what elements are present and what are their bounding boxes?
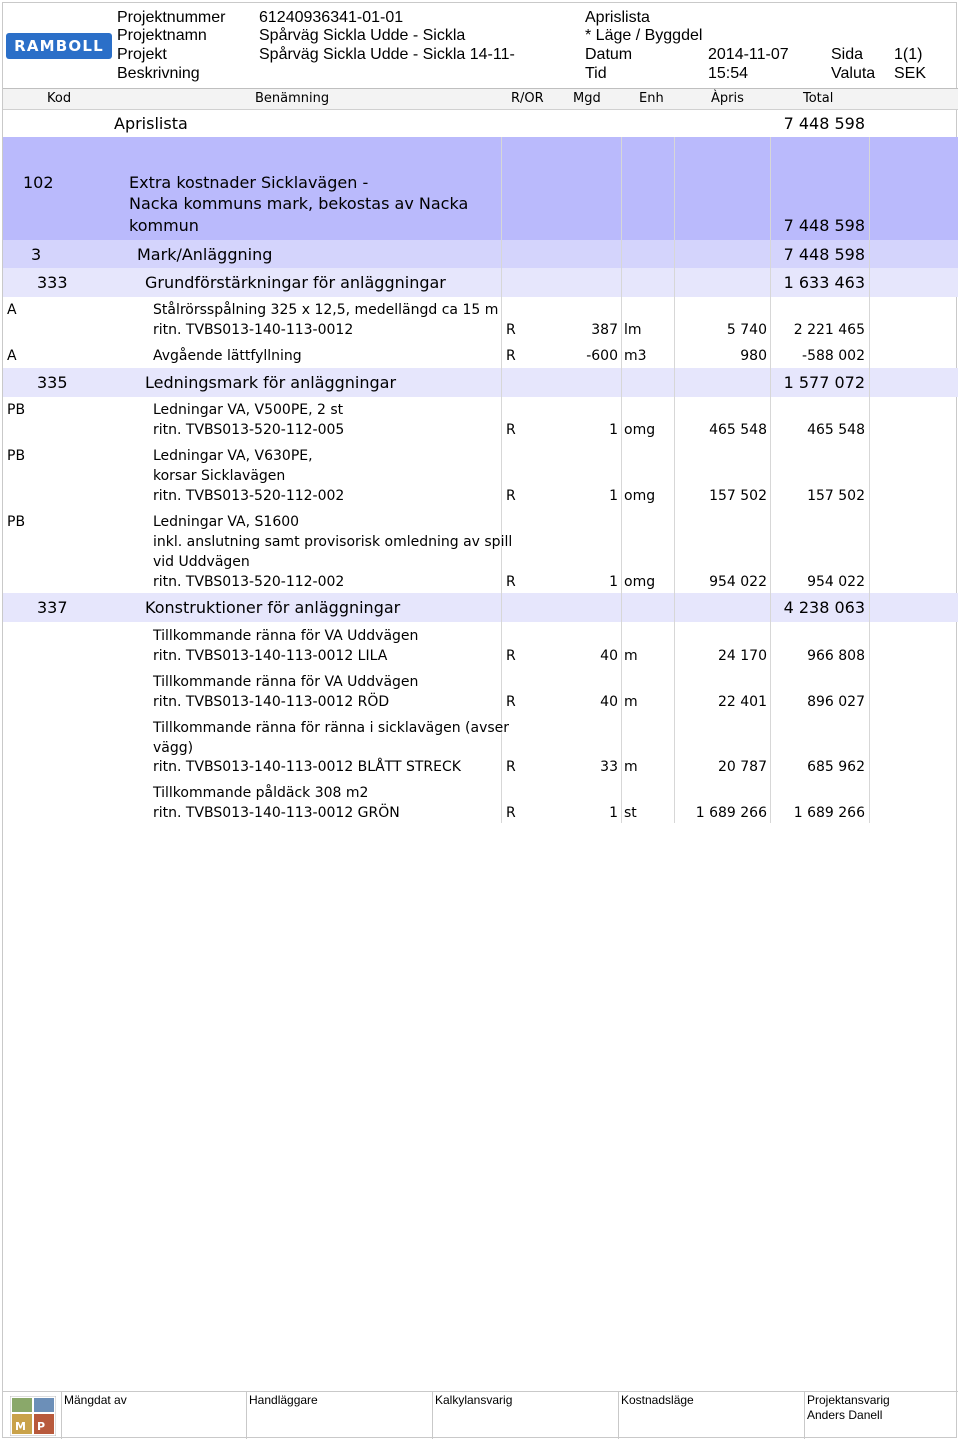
item-apris: 1 689 266 bbox=[695, 805, 767, 821]
group-3-code: 3 bbox=[31, 245, 42, 264]
label-beskrivning: Beskrivning bbox=[117, 65, 200, 82]
item-ror: R bbox=[506, 805, 516, 821]
summary-label: Aprislista bbox=[114, 114, 188, 133]
item-mgd: 387 bbox=[591, 322, 618, 338]
col-total: Total bbox=[803, 91, 834, 106]
footer-kostnadslage: Kostnadsläge bbox=[621, 1393, 694, 1407]
item-mgd: 33 bbox=[600, 759, 618, 775]
group-102-title-line1: Extra kostnader Sicklavägen - bbox=[129, 173, 369, 192]
item-desc-line: Ledningar VA, V500PE, 2 st bbox=[153, 402, 344, 418]
group-337-code: 337 bbox=[37, 598, 68, 617]
item-apris: 980 bbox=[740, 348, 767, 364]
col-benamning: Benämning bbox=[255, 91, 330, 106]
item-mgd: -600 bbox=[586, 348, 618, 364]
footer-mangdat-av: Mängdat av bbox=[64, 1393, 127, 1407]
item-total: 465 548 bbox=[807, 422, 865, 438]
value-projektnummer: 61240936341-01-01 bbox=[259, 9, 404, 26]
col-guide-apris bbox=[674, 137, 675, 823]
item-desc-line: Tillkommande ränna för ränna i sicklavägen (avser bbox=[153, 720, 510, 736]
label-projektnamn: Projektnamn bbox=[117, 27, 207, 44]
item-mgd: 1 bbox=[609, 488, 618, 504]
item-enh: m bbox=[624, 759, 638, 775]
item-kod: A bbox=[7, 302, 17, 318]
item-apris: 5 740 bbox=[726, 322, 767, 338]
item-desc-line: ritn. TVBS013-520-112-005 bbox=[153, 422, 345, 438]
footer-projektansvarig-name: Anders Danell bbox=[807, 1408, 883, 1422]
item-mgd: 40 bbox=[600, 694, 618, 710]
item-apris: 24 170 bbox=[718, 648, 767, 664]
report-page bbox=[2, 2, 957, 1438]
group-102-title-line2: Nacka kommuns mark, bekostas av Nacka bbox=[129, 194, 469, 213]
col-mgd: Mgd bbox=[573, 91, 601, 106]
col-enh: Enh bbox=[639, 91, 664, 106]
group-333-title: Grundförstärkningar för anläggningar bbox=[145, 273, 446, 292]
item-desc-line: Tillkommande ränna för VA Uddvägen bbox=[153, 674, 419, 690]
value-sida: 1(1) bbox=[894, 46, 923, 63]
group-3-total: 7 448 598 bbox=[783, 245, 865, 264]
item-ror: R bbox=[506, 422, 516, 438]
item-total: 2 221 465 bbox=[793, 322, 865, 338]
value-lage: * Läge / Byggdel bbox=[585, 27, 703, 44]
label-tid: Tid bbox=[585, 65, 607, 82]
item-total: 896 027 bbox=[807, 694, 865, 710]
group-102-code: 102 bbox=[23, 173, 54, 192]
label-sida: Sida bbox=[831, 46, 864, 63]
logo-text: RAMBOLL bbox=[14, 37, 104, 55]
item-ror: R bbox=[506, 694, 516, 710]
column-header-row bbox=[3, 89, 958, 109]
group-333-total: 1 633 463 bbox=[783, 273, 865, 292]
label-projektnummer: Projektnummer bbox=[117, 9, 226, 26]
item-enh: omg bbox=[624, 422, 656, 438]
item-mgd: 40 bbox=[600, 648, 618, 664]
item-apris: 157 502 bbox=[709, 488, 767, 504]
item-mgd: 1 bbox=[609, 574, 618, 590]
item-mgd: 1 bbox=[609, 805, 618, 821]
footer-sep-3 bbox=[432, 1392, 433, 1439]
footer-handlaggare: Handläggare bbox=[249, 1393, 318, 1407]
item-total: 685 962 bbox=[807, 759, 865, 775]
item-desc-line: ritn. TVBS013-140-113-0012 LILA bbox=[153, 648, 388, 664]
item-apris: 465 548 bbox=[709, 422, 767, 438]
item-ror: R bbox=[506, 759, 516, 775]
item-enh: lm bbox=[624, 322, 642, 338]
group-335-title: Ledningsmark för anläggningar bbox=[145, 373, 397, 392]
item-apris: 954 022 bbox=[709, 574, 767, 590]
value-valuta: SEK bbox=[894, 65, 927, 82]
footer-kalkylansvarig: Kalkylansvarig bbox=[435, 1393, 513, 1407]
item-desc-line: Ledningar VA, V630PE, bbox=[153, 448, 313, 464]
summary-total: 7 448 598 bbox=[783, 114, 865, 133]
item-ror: R bbox=[506, 574, 516, 590]
value-tid: 15:54 bbox=[708, 65, 749, 82]
item-enh: omg bbox=[624, 488, 656, 504]
item-desc-line: Stålrörsspålning 325 x 12,5, medellängd ca 15 m bbox=[153, 302, 499, 318]
group-335-total: 1 577 072 bbox=[783, 373, 865, 392]
item-total: -588 002 bbox=[802, 348, 865, 364]
label-datum: Datum bbox=[585, 46, 633, 63]
ramboll-logo bbox=[6, 33, 112, 59]
svg-text:P: P bbox=[37, 1420, 46, 1433]
item-desc-line: inkl. anslutning samt provisorisk omledning av spill bbox=[153, 534, 513, 550]
item-desc-line: ritn. TVBS013-140-113-0012 bbox=[153, 322, 354, 338]
svg-text:M: M bbox=[15, 1420, 26, 1433]
item-enh: m3 bbox=[624, 348, 647, 364]
footer-divider bbox=[3, 1391, 958, 1392]
footer-sep-1 bbox=[61, 1392, 62, 1439]
label-aprislista: Aprislista bbox=[585, 9, 650, 26]
group-102-title-line3: kommun bbox=[129, 216, 199, 235]
item-desc-line: vid Uddvägen bbox=[153, 554, 250, 570]
item-desc-line: korsar Sicklavägen bbox=[153, 468, 286, 484]
map-logo-icon bbox=[10, 1396, 56, 1436]
label-valuta: Valuta bbox=[831, 65, 876, 82]
item-enh: st bbox=[624, 805, 637, 821]
col-guide-enh bbox=[621, 137, 622, 823]
item-ror: R bbox=[506, 322, 516, 338]
col-guide-end bbox=[869, 137, 870, 823]
item-desc-line: ritn. TVBS013-140-113-0012 RÖD bbox=[153, 694, 390, 710]
item-desc-line: Tillkommande påldäck 308 m2 bbox=[153, 785, 369, 801]
item-desc-line: ritn. TVBS013-140-113-0012 GRÖN bbox=[153, 805, 400, 821]
group-335-code: 335 bbox=[37, 373, 68, 392]
group-102-total: 7 448 598 bbox=[783, 216, 865, 235]
value-projektnamn: Spårväg Sickla Udde - Sickla bbox=[259, 27, 466, 44]
item-total: 966 808 bbox=[807, 648, 865, 664]
item-desc-line: ritn. TVBS013-520-112-002 bbox=[153, 574, 345, 590]
group-3-title: Mark/Anläggning bbox=[137, 245, 273, 264]
item-apris: 22 401 bbox=[718, 694, 767, 710]
item-total: 1 689 266 bbox=[793, 805, 865, 821]
item-total: 157 502 bbox=[807, 488, 865, 504]
col-apris: Àpris bbox=[711, 91, 744, 106]
value-projekt: Spårväg Sickla Udde - Sickla 14-11- bbox=[259, 46, 515, 63]
item-desc-line: ritn. TVBS013-140-113-0012 BLÅTT STRECK bbox=[153, 759, 461, 775]
col-ror: R/OR bbox=[511, 91, 544, 106]
item-ror: R bbox=[506, 648, 516, 664]
item-kod: PB bbox=[7, 514, 26, 530]
group-337-total: 4 238 063 bbox=[783, 598, 865, 617]
group-333-code: 333 bbox=[37, 273, 68, 292]
item-enh: omg bbox=[624, 574, 656, 590]
label-projekt: Projekt bbox=[117, 46, 167, 63]
item-desc-line: Avgående lättfyllning bbox=[153, 348, 302, 364]
footer-sep-4 bbox=[618, 1392, 619, 1439]
item-kod: PB bbox=[7, 402, 26, 418]
item-kod: PB bbox=[7, 448, 26, 464]
col-kod: Kod bbox=[47, 91, 72, 106]
item-desc-line: ritn. TVBS013-520-112-002 bbox=[153, 488, 345, 504]
footer-sep-5 bbox=[804, 1392, 805, 1439]
value-datum: 2014-11-07 bbox=[708, 46, 789, 63]
item-enh: m bbox=[624, 648, 638, 664]
footer-sep-2 bbox=[246, 1392, 247, 1439]
group-337-title: Konstruktioner för anläggningar bbox=[145, 598, 401, 617]
item-ror: R bbox=[506, 488, 516, 504]
item-desc-line: Tillkommande ränna för VA Uddvägen bbox=[153, 628, 419, 644]
item-apris: 20 787 bbox=[718, 759, 767, 775]
item-enh: m bbox=[624, 694, 638, 710]
item-kod: A bbox=[7, 348, 17, 364]
column-header-divider bbox=[3, 109, 958, 110]
col-guide-total bbox=[770, 137, 771, 823]
item-total: 954 022 bbox=[807, 574, 865, 590]
item-desc-line: Ledningar VA, S1600 bbox=[153, 514, 300, 530]
item-ror: R bbox=[506, 348, 516, 364]
footer-projektansvarig: Projektansvarig bbox=[807, 1393, 890, 1407]
item-desc-line: vägg) bbox=[153, 740, 194, 756]
item-mgd: 1 bbox=[609, 422, 618, 438]
